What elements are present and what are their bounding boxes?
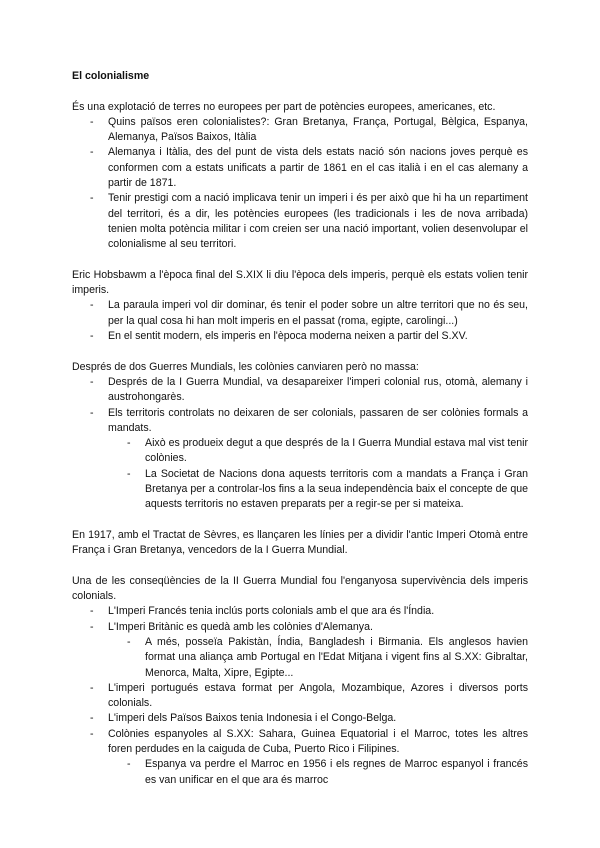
list-item-text: L'Imperi Francés tenia inclús ports colonials amb el que ara és l'Índia. (108, 605, 435, 618)
list-item (72, 681, 528, 712)
sub-list-item (72, 635, 528, 681)
section (72, 528, 528, 559)
list-item (72, 191, 528, 252)
section (72, 268, 528, 344)
list-item-text: La paraula imperi vol dir dominar, és tenir el poder sobre un altre territori que no és seu, per la qual cosa hi han molt imperis en el passat (roma, egipte, carolingi...) (108, 299, 528, 327)
bullet-dash-icon: - (90, 299, 94, 312)
sub-list-item (72, 757, 528, 788)
bullet-dash-icon: - (90, 406, 94, 419)
section (72, 360, 528, 513)
bullet-list (72, 115, 528, 253)
list-item (72, 727, 528, 758)
list-item (72, 604, 528, 619)
bullet-dash-icon: - (90, 375, 94, 388)
list-item (72, 329, 528, 344)
list-item-text: A més, posseïa Pakistàn, Índia, Bangladesh i Birmania. Els anglesos havien format una aliança amb Portugal en l'Edat Mitjana i vigent fins al S.XX: Gibraltar, Menorca, Malta, Xipre, Egipte... (145, 635, 528, 679)
list-item (72, 620, 528, 635)
bullet-dash-icon: - (90, 192, 94, 205)
list-item-text: Quins països eren colonialistes?: Gran Bretanya, França, Portugal, Bèlgica, Espanya, Alemanya, Països Baixos, Itàlia (108, 115, 528, 144)
sub-list-item (72, 467, 528, 513)
list-item (72, 375, 528, 406)
list-item-text: Després de la I Guerra Mundial, va desapareixer l'imperi colonial rus, otomà, alemany i austrohongarès. (108, 375, 528, 404)
bullet-dash-icon: - (90, 712, 94, 725)
list-item-text: L'imperi portugués estava format per Angola, Mozambique, Azores i diversos ports colonials. (108, 681, 528, 710)
bullet-list (72, 375, 528, 513)
list-item (72, 406, 528, 437)
list-item-text: La Societat de Nacions dona aquests territoris com a mandats a França i Gran Bretanya per a controlar-los fins a la seua independència baix el concepte de que aquests territoris no estaven preparats per a regir-se per si mateixa. (145, 467, 528, 511)
section (72, 574, 528, 788)
bullet-dash-icon: - (90, 605, 94, 618)
bullet-dash-icon: - (90, 681, 94, 694)
list-item-text: Els territoris controlats no deixaren de ser colonials, passaren de ser colònies formals a mandats. (108, 406, 528, 434)
document-page (72, 69, 528, 803)
section (72, 100, 528, 253)
list-item-text: Això es produeix degut a que després de la I Guerra Mundial estava mal vist tenir colònies. (145, 437, 528, 465)
list-item (72, 711, 528, 726)
bullet-dash-icon: - (127, 437, 131, 450)
bullet-dash-icon: - (127, 467, 131, 480)
list-item-text: Colònies espanyoles al S.XX: Sahara, Guinea Equatorial i el Marroc, totes les altres foren perdudes en la caiguda de Cuba, Puerto Rico i Filipines. (108, 727, 528, 756)
document-title: El colonialisme (72, 70, 150, 82)
bullet-dash-icon: - (90, 115, 94, 128)
sub-list-item (72, 436, 528, 467)
bullet-dash-icon: - (90, 146, 94, 159)
paragraph: Una de les conseqüències de la II Guerra Mundial fou l'enganyosa supervivència dels imperis colonials. (72, 574, 528, 603)
paragraph: Eric Hobsbawm a l'època final del S.XIX li diu l'època dels imperis, perquè els estats volien tenir imperis. (72, 268, 528, 297)
bullet-dash-icon: - (90, 620, 94, 633)
list-item-text: Espanya va perdre el Marroc en 1956 i els regnes de Marroc espanyol i francés es van unificar en el que ara és marroc (145, 758, 528, 786)
paragraph: És una explotació de terres no europees per part de potències europees, americanes, etc. (72, 100, 496, 113)
paragraph: Després de dos Guerres Mundials, les colònies canviaren però no massa: (72, 360, 419, 373)
list-item (72, 298, 528, 329)
list-item (72, 145, 528, 191)
list-item-text: Alemanya i Itàlia, des del punt de vista dels estats nació són nacions joves perquè es conformen com a estats unificats a partir de 1861 en el cas italià i en el cas alemany a partir de 1871. (108, 146, 528, 190)
bullet-dash-icon: - (127, 758, 131, 771)
list-item (72, 115, 528, 146)
document-body (72, 100, 528, 788)
list-item-text: Tenir prestigi com a nació implicava tenir un imperi i és per això que hi ha un repartiment del territori, és a dir, les potències europees (les tradicionals i les de nova arribada) tenien molta potència militar i com creien ser una nació important, volien desenvolupar el colonialisme al seu territori. (108, 192, 528, 251)
list-item-text: L'Imperi Britànic es quedà amb les colònies d'Alemanya. (108, 620, 373, 633)
bullet-list (72, 604, 528, 788)
bullet-list (72, 298, 528, 344)
bullet-dash-icon: - (90, 727, 94, 740)
bullet-dash-icon: - (127, 635, 131, 648)
list-item-text: L'imperi dels Països Baixos tenia Indonesia i el Congo-Belga. (108, 712, 397, 725)
list-item-text: En el sentit modern, els imperis en l'època moderna neixen a partir del S.XV. (108, 330, 468, 343)
paragraph: En 1917, amb el Tractat de Sèvres, es llançaren les línies per a dividir l'antic Imperi Otomà entre França i Gran Bretanya, vencedors de la I Guerra Mundial. (72, 528, 528, 557)
bullet-dash-icon: - (90, 330, 94, 343)
